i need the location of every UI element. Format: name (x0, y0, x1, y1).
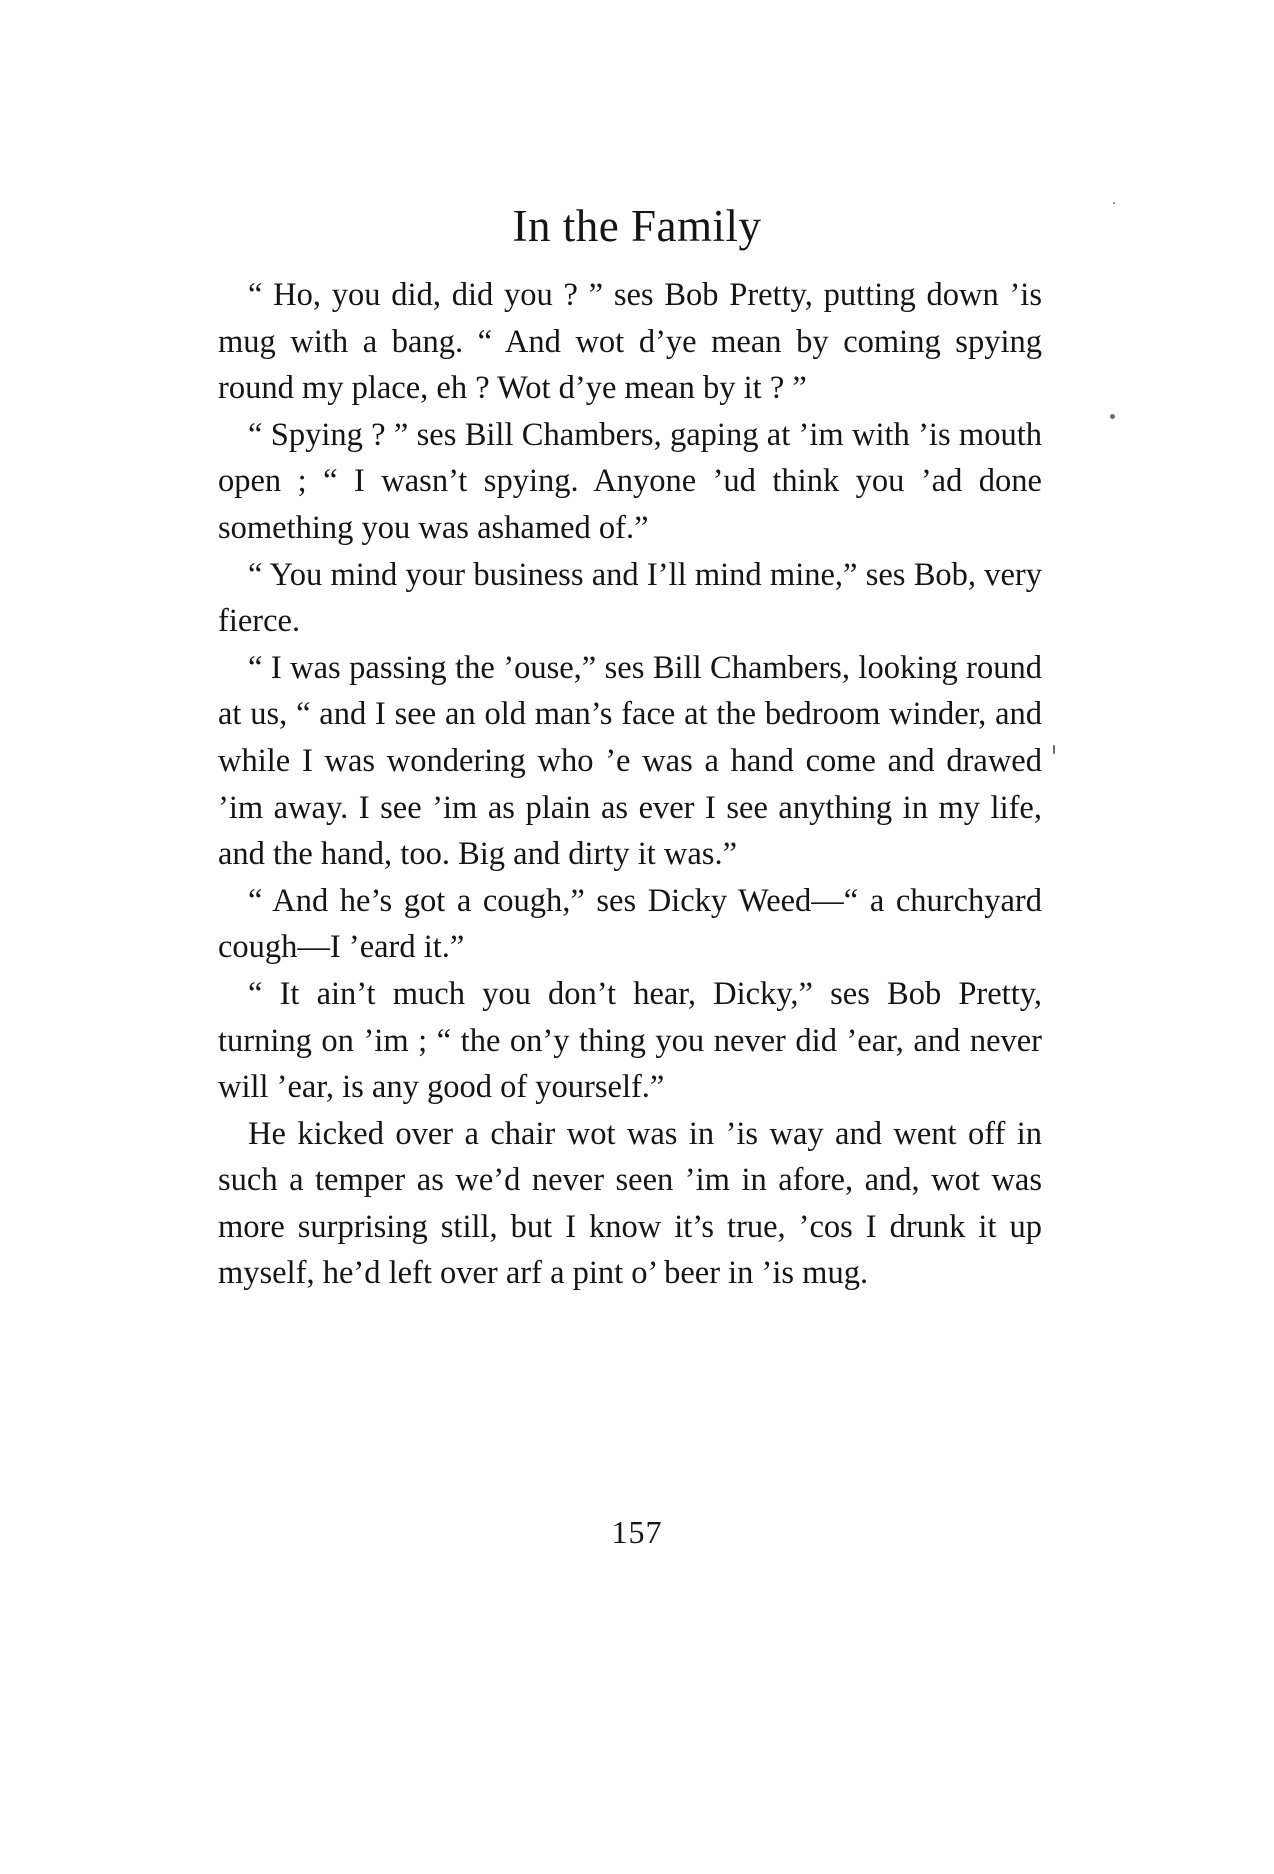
print-speck (1113, 202, 1115, 204)
paragraph: “ And he’s got a cough,” ses Dicky Weed—“ a churchyard cough—I ’eard it.” (218, 882, 1042, 966)
print-speck (1053, 745, 1055, 754)
paragraph: “ I was passing the ’ouse,” ses Bill Chambers, looking round at us, “ and I see an old man’s face at the bedroom winder, and while I was wondering who ’e was a hand come and drawed ’im away. I see ’im as plain as ever I see anything in my life, and the hand, too. Big and dirty it was.” (218, 649, 1042, 873)
paragraph: He kicked over a chair wot was in ’is way and went off in such a temper as we’d never seen ’im in afore, and, wot was more surprising still, but I know it’s true, ’cos I drunk it up myself, he’d left over arf a pint o’ beer in ’is mug. (218, 1115, 1042, 1292)
paragraph: “ Spying ? ” ses Bill Chambers, gaping at ’im with ’is mouth open ; “ I wasn’t spying. Anyone ’ud think you ’ad done something you was ashamed of.” (218, 416, 1042, 546)
paragraph: “ You mind your business and I’ll mind mine,” ses Bob, very fierce. (218, 556, 1042, 640)
print-speck (1110, 414, 1115, 419)
paragraph: “ It ain’t much you don’t hear, Dicky,” ses Bob Pretty, turning on ’im ; “ the on’y thing you never did ’ear, and never will ’ear, is any good of yourself.” (218, 975, 1042, 1106)
body-text (218, 272, 1042, 1297)
paragraph: “ Ho, you did, did you ? ” ses Bob Pretty, putting down ’is mug with a bang. “ And wot d’ye mean by coming spying round my place, eh ? Wot d’ye mean by it ? ” (218, 277, 1042, 407)
running-head: In the Family (512, 201, 762, 251)
page-number: 157 (611, 1514, 663, 1550)
